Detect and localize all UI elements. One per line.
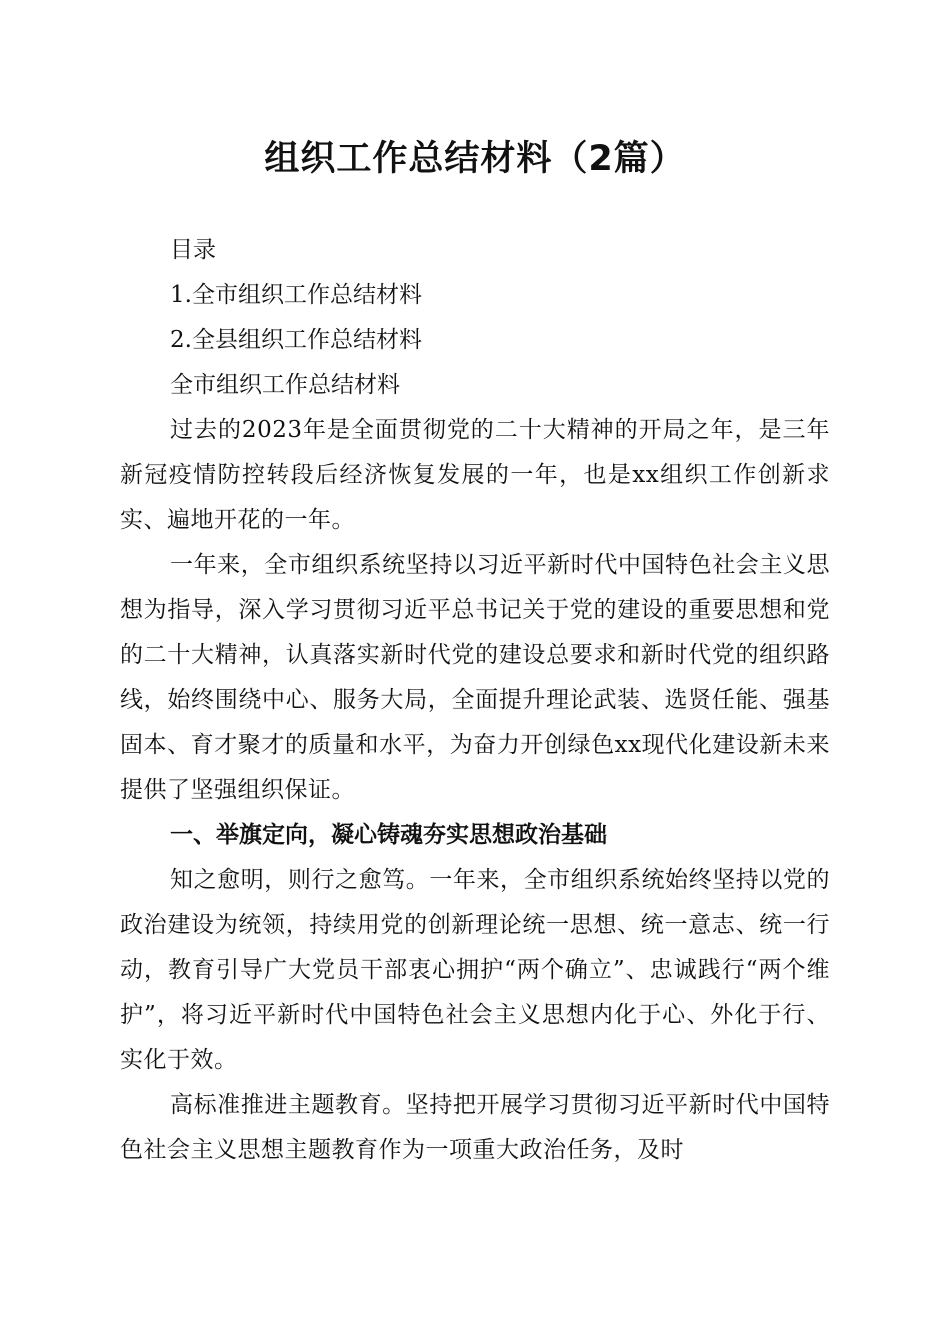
toc-item-1: 1.全市组织工作总结材料	[170, 282, 422, 308]
intro-paragraph: 过去的2023年是全面贯彻党的二十大精神的开局之年，是三年新冠疫情防控转段后经济恢复发展的一年，也是xx组织工作创新求实、遍地开花的一年。	[120, 417, 830, 533]
section-1-heading: 一、举旗定向，凝心铸魂夯实思想政治基础	[170, 822, 607, 848]
toc-item-2: 2.全县组织工作总结材料	[170, 327, 422, 353]
document-title: 组织工作总结材料（2篇）	[264, 139, 686, 179]
toc-label: 目录	[170, 237, 216, 263]
section-1-paragraph-2: 高标准推进主题教育。坚持把开展学习贯彻习近平新时代中国特色社会主义思想主题教育作为一项重大政治任务，及时	[120, 1092, 830, 1163]
document-body	[120, 228, 830, 1173]
summary-paragraph: 一年来，全市组织系统坚持以习近平新时代中国特色社会主义思想为指导，深入学习贯彻习近平总书记关于党的建设的重要思想和党的二十大精神，认真落实新时代党的建设总要求和新时代党的组织路线，始终围绕中心、服务大局，全面提升理论武装、选贤任能、强基固本、育才聚才的质量和水平，为奋力开创绿色xx现代化建设新未来提供了坚强组织保证。	[120, 552, 830, 803]
section-1-paragraph-1: 知之愈明，则行之愈笃。一年来，全市组织系统始终坚持以党的政治建设为统领，持续用党的创新理论统一思想、统一意志、统一行动，教育引导广大党员干部衷心拥护“两个确立”、忠诚践行“两个维护”，将习近平新时代中国特色社会主义思想内化于心、外化于行、实化于效。	[120, 867, 830, 1073]
section-subtitle: 全市组织工作总结材料	[170, 372, 400, 398]
